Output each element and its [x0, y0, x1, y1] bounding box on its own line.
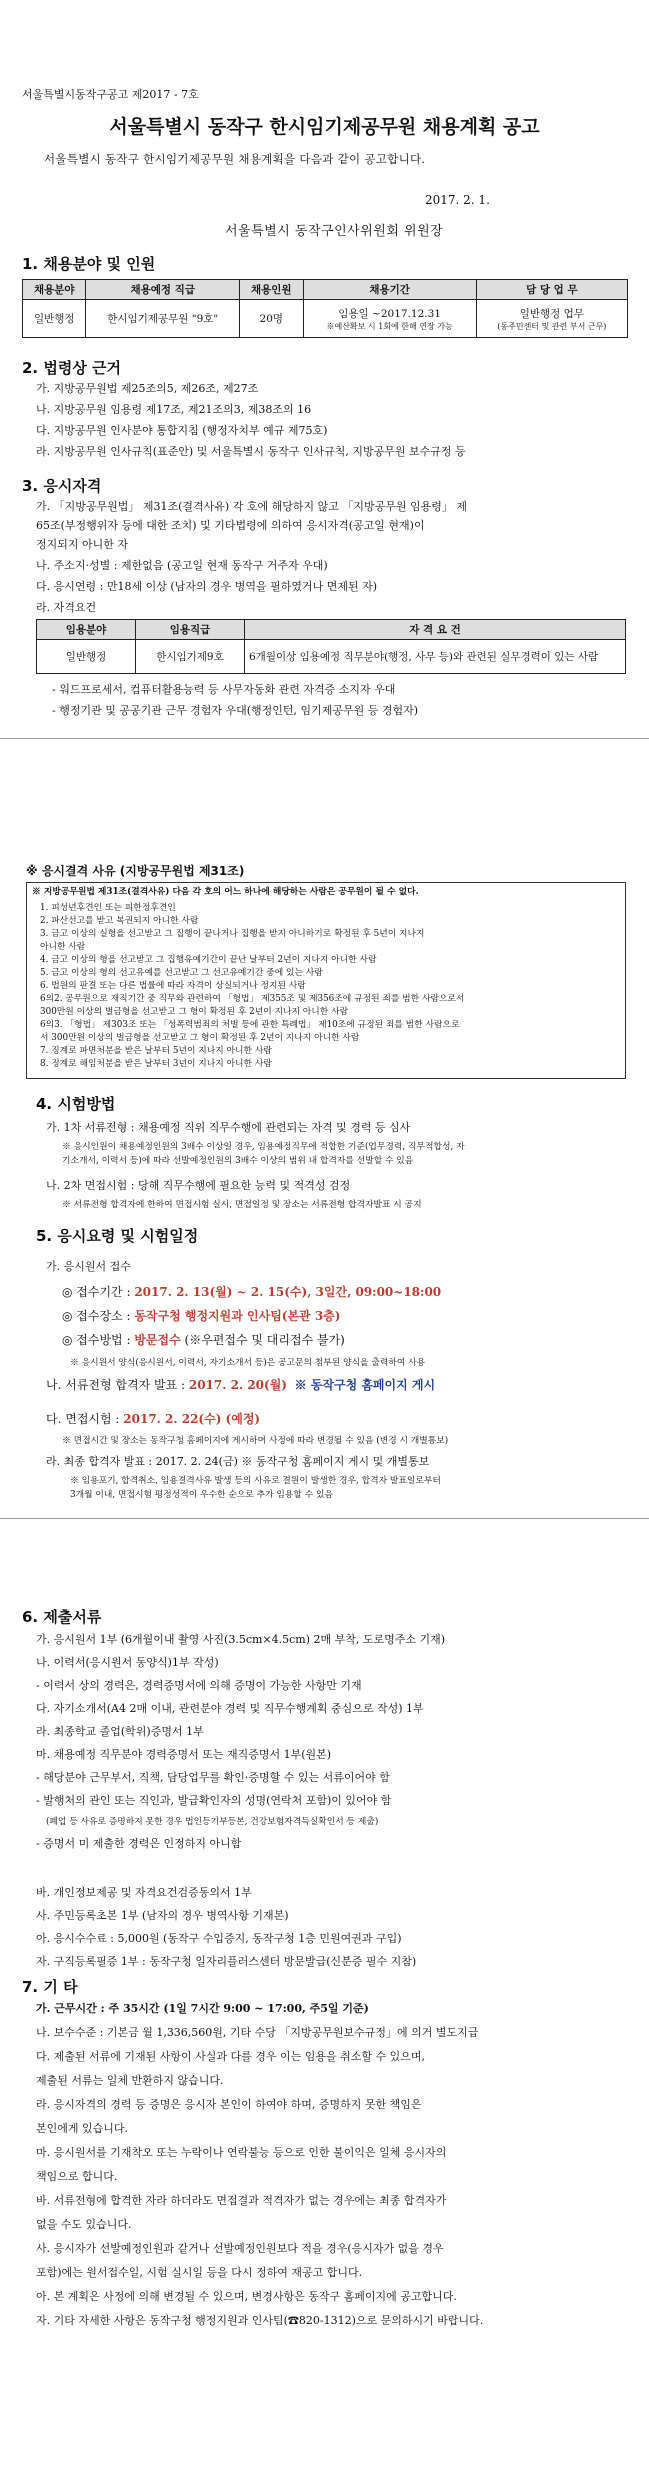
- table-header: 담 당 업 무: [476, 280, 627, 300]
- misc-item: 책임으로 합니다.: [36, 2170, 118, 2183]
- misc-item: 제출된 서류는 일체 반환하지 않습니다.: [36, 2074, 224, 2087]
- disqualification-heading: ※ 응시결격 사유 (지방공무원법 제31조): [26, 864, 245, 878]
- document-item: 가. 응시원서 1부 (6개월이내 촬영 사진(3.5cm×4.5cm) 2매 부착, 도로명주소 기재): [36, 1633, 446, 1646]
- table-header: 자 격 요 건: [245, 620, 626, 640]
- document-item: 사. 주민등록초본 1부 (남자의 경우 병역사항 기재본): [36, 1909, 289, 1922]
- document-item: 다. 자기소개서(A4 2매 이내, 관련분야 경력 및 직무수행계획 중심으로 작성) 1부: [36, 1702, 424, 1715]
- qualification-line: 다. 응시연령 : 만18세 이상 (남자의 경우 병역을 필하였거나 면제된 자): [36, 580, 378, 593]
- application-method: [62, 1333, 345, 1348]
- duty: 일반행정 업무: [519, 307, 584, 320]
- section-heading-2: 2. 법령상 근거: [22, 359, 122, 377]
- disqualification-item: 서 300만원 이상의 벌금형을 선고받고 그 형이 확정된 후 2년이 지나지 아니한 사람: [40, 1033, 360, 1043]
- application-title: 가. 응시원서 접수: [46, 1260, 131, 1273]
- recruitment-table: [22, 279, 628, 338]
- disqualification-item: 6의3. 「형법」 제303조 또는 「성폭력범죄의 처벌 등에 관한 특례법」 제10조에 규정된 죄를 범한 사람으로: [40, 1020, 460, 1030]
- disqualification-item: 2. 파산선고를 받고 복권되지 아니한 사람: [40, 916, 199, 926]
- duty-note: (동주민센터 및 관련 부서 근무): [497, 321, 607, 331]
- preference-bullet: - 워드프로세서, 컴퓨터활용능력 등 사무자동화 관련 자격증 소지자 우대: [52, 683, 396, 696]
- misc-item: 마. 응시원서를 기재착오 또는 누락이나 연락불능 등으로 인한 불이익은 일체 응시자의: [36, 2146, 447, 2159]
- misc-item: 자. 기타 자세한 사항은 동작구청 행정지원과 인사팀(☎820-1312)으로 문의하시기 바랍니다.: [36, 2314, 484, 2327]
- exam-method-line: 나. 2차 면접시험 : 당해 직무수행에 필요한 능력 및 적격성 검정: [46, 1179, 351, 1192]
- document-item: 자. 구직등록필증 1부 : 동작구청 일자리플러스센터 방문발급(신분증 필수 지참): [36, 1955, 417, 1968]
- table-cell: 20명: [240, 300, 303, 338]
- section-heading-6: 6. 제출서류: [22, 1608, 102, 1626]
- misc-item: 가. 근무시간 : 주 35시간 (1일 7시간 9:00 ~ 17:00, 주5일 기준): [36, 2002, 369, 2015]
- misc-item: 본인에게 있습니다.: [36, 2122, 129, 2135]
- section-heading-1: 1. 채용분야 및 인원: [22, 255, 156, 273]
- disqualification-item: 1. 피성년후견인 또는 피한정후견인: [40, 903, 176, 913]
- document-result: [46, 1378, 435, 1393]
- qualification-line: 가. 「지방공무원법」 제31조(결격사유) 각 호에 해당하지 않고 「지방공무원 임용령」 제: [36, 500, 467, 513]
- legal-basis-item: 가. 지방공무원법 제25조의5, 제26조, 제27조: [36, 382, 259, 395]
- divider: [0, 1518, 649, 1519]
- exam-note: ※ 응시인원이 채용예정인원의 3배수 이상일 경우, 임용예정직무에 적합한 기준(업무경력, 직무적합성, 자: [62, 1142, 465, 1152]
- disqualification-title: ※ 지방공무원법 제31조(결격사유) 다음 각 호의 어느 하나에 해당하는 사람은 공무원이 될 수 없다.: [32, 887, 419, 897]
- label: 다. 면접시험 :: [46, 1412, 124, 1426]
- document-item: 바. 개인정보제공 및 자격요건검증동의서 1부: [36, 1886, 252, 1899]
- table-cell: [476, 300, 627, 338]
- section-heading-5: 5. 응시요령 및 시험일정: [36, 1227, 199, 1245]
- table-cell: 6개월이상 임용예정 직무분야(행정, 사무 등)와 관련된 실무경력이 있는 사람: [245, 640, 626, 674]
- legal-basis-item: 라. 지방공무원 인사규칙(표준안) 및 서울특별시 동작구 인사규칙, 지방공무원 보수규정 등: [36, 445, 466, 458]
- qualification-table: [36, 619, 626, 674]
- table-header: 임용분야: [37, 620, 136, 640]
- final-note: ※ 임용포기, 합격취소, 임용결격사유 발생 등의 사유로 결원이 발생한 경우, 합격자 발표일로부터: [70, 1476, 441, 1486]
- form-note: ※ 응시원서 양식(응시원서, 이력서, 자기소개서 등)은 공고문의 첨부된 양식을 출력하여 사용: [70, 1358, 426, 1368]
- notice-date: 2017. 2. 1.: [425, 193, 490, 207]
- table-header: 채용기간: [303, 280, 476, 300]
- misc-item: 라. 응시자격의 경력 등 증명은 응시자 본인이 하여야 하며, 증명하지 못한 책임은: [36, 2098, 422, 2111]
- section-heading-3: 3. 응시자격: [22, 477, 102, 495]
- application-place: [62, 1309, 340, 1324]
- table-header: 임용직급: [136, 620, 245, 640]
- misc-item: 포함)에는 원서접수일, 시험 실시일 등을 다시 정하여 재공고 합니다.: [36, 2266, 363, 2279]
- disqualification-item: 6의2. 공무원으로 재직기간 중 직무와 관련하여 「형법」 제355조 및 제356조에 규정된 죄를 범한 사람으로서: [40, 994, 465, 1004]
- interview-date: 2017. 2. 22(수) (예정): [123, 1412, 261, 1426]
- disqualification-item: 6. 법원의 판결 또는 다른 법률에 따라 자격이 상실되거나 정지된 사람: [40, 981, 306, 991]
- exam-note: 기소개서, 이력서 등)에 따라 선발예정인원의 3배수 이상의 범위 내 합격자를 선발할 수 있음: [62, 1156, 414, 1166]
- label: ◎ 접수기간 :: [62, 1285, 135, 1299]
- application-period-value: 2017. 2. 13(월) ~ 2. 15(수), 3일간, 09:00~18:00: [134, 1285, 442, 1299]
- disqualification-item: 아니한 사람: [40, 942, 86, 952]
- label: ◎ 접수방법 :: [62, 1333, 135, 1347]
- application-method-note: (※우편접수 및 대리접수 불가): [180, 1333, 345, 1347]
- final-note: 3개월 이내, 면접시험 평정성적이 우수한 순으로 추가 임용할 수 있음: [70, 1490, 334, 1500]
- notice-number: 서울특별시동작구공고 제2017 - 7호: [22, 88, 199, 101]
- table-cell: 한시임기제9호: [136, 640, 245, 674]
- period-note: ※예산확보 시 1회에 한해 연장 가능: [326, 321, 453, 331]
- section-heading-4: 4. 시험방법: [36, 1095, 116, 1113]
- interview-note: ※ 면접시간 및 장소는 동작구청 홈페이지에 게시하며 사정에 따라 변경될 수 있음 (변경 시 개별통보): [62, 1436, 449, 1446]
- table-cell: [303, 300, 476, 338]
- misc-item: 나. 보수수준 : 기본금 월 1,336,560원, 기타 수당 「지방공무원보수규정」에 의거 별도지급: [36, 2026, 479, 2039]
- qualification-line: 65조(부정행위자 등에 대한 조치) 및 기타법령에 의하여 응시자격(공고일 현재)이: [36, 519, 425, 532]
- disqualification-item: 8. 징계로 해임처분을 받은 날부터 3년이 지나지 아니한 사람: [40, 1059, 272, 1069]
- disqualification-item: 3. 금고 이상의 실형을 선고받고 그 집행이 끝나거나 집행을 받지 아니하기로 확정된 후 5년이 지나지: [40, 929, 425, 939]
- disqualification-item: 5. 금고 이상의 형의 선고유예를 선고받고 그 선고유예기간 중에 있는 사람: [40, 968, 323, 978]
- document-item: - 발행처의 관인 또는 직인과, 발급확인자의 성명(연락처 포함)이 있어야 함: [36, 1794, 392, 1807]
- table-header: 채용분야: [23, 280, 86, 300]
- label: ◎ 접수장소 :: [62, 1309, 135, 1323]
- qualification-line: 정지되지 아니한 자: [36, 538, 129, 551]
- exam-note: ※ 서류전형 합격자에 한하여 면접시험 실시, 면접일정 및 장소는 서류전형 합격자발표 시 공지: [62, 1200, 422, 1210]
- misc-item: 사. 응시자가 선발예정인원과 같거나 선발예정인원보다 적을 경우(응시자가 없을 경우: [36, 2242, 444, 2255]
- application-method-value: 방문접수: [134, 1333, 181, 1347]
- disqualification-item: 7. 징계로 파면처분을 받은 날부터 5년이 지나지 아니한 사람: [40, 1046, 272, 1056]
- misc-item: 아. 본 계획은 사정에 의해 변경될 수 있으며, 변경사항은 동작구 홈페이지에 공고합니다.: [36, 2290, 457, 2303]
- document-item: 나. 이력서(응시원서 동양식)1부 작성): [36, 1656, 219, 1669]
- misc-item: 바. 서류전형에 합격한 자라 하더라도 면접결과 적격자가 없는 경우에는 최종 합격자가: [36, 2194, 447, 2207]
- intro-text: 서울특별시 동작구 한시임기제공무원 채용계획을 다음과 같이 공고합니다.: [44, 152, 426, 166]
- application-period: [62, 1285, 441, 1300]
- final-result: 라. 최종 합격자 발표 : 2017. 2. 24(금) ※ 동작구청 홈페이지 게시 및 개별통보: [46, 1455, 430, 1468]
- table-header: 채용인원: [240, 280, 303, 300]
- document-item: (폐업 등 사유로 증명하지 못한 경우 법인등기부등본, 건강보험자격득실확인서 등 제출): [46, 1817, 379, 1827]
- misc-item: 다. 제출된 서류에 기재된 사항이 사실과 다를 경우 이는 임용을 취소할 수 있으며,: [36, 2050, 425, 2063]
- disqualification-item: 4. 금고 이상의 형을 선고받고 그 집행유예기간이 끝난 날부터 2년이 지나지 아니한 사람: [40, 955, 377, 965]
- application-place-value: 동작구청 행정지원과 인사팀(본관 3층): [134, 1309, 341, 1323]
- document-result-date: 2017. 2. 20(월): [188, 1378, 287, 1392]
- document-item: - 이력서 상의 경력은, 경력증명서에 의해 증명이 가능한 사항만 기재: [36, 1679, 362, 1692]
- document-item: 아. 응시수수료 : 5,000원 (동작구 수입증지, 동작구청 1층 민원여권과 구입): [36, 1932, 402, 1945]
- period: 임용일 ~2017.12.31: [338, 307, 441, 320]
- interview: [46, 1412, 260, 1427]
- issuer: 서울특별시 동작구인사위원회 위원장: [225, 224, 444, 239]
- divider: [0, 738, 649, 739]
- qualification-line: 라. 자격요건: [36, 601, 97, 614]
- table-header: 채용예정 직급: [86, 280, 240, 300]
- misc-item: 없을 수도 있습니다.: [36, 2218, 132, 2231]
- document-item: - 증명서 미 제출한 경력은 인정하지 아니함: [36, 1837, 242, 1850]
- exam-method-line: 가. 1차 서류전형 : 채용예정 직위 직무수행에 관련되는 자격 및 경력 등 심사: [46, 1121, 411, 1134]
- table-cell: 일반행정: [23, 300, 86, 338]
- legal-basis-item: 나. 지방공무원 임용령 제17조, 제21조의3, 제38조의 16: [36, 403, 312, 416]
- document-item: 마. 채용예정 직무분야 경력증명서 또는 재직증명서 1부(원본): [36, 1748, 332, 1761]
- preference-bullet: - 행정기관 및 공공기관 근무 경험자 우대(행정인턴, 임기제공무원 등 경험자): [52, 704, 419, 717]
- section-heading-7: 7. 기 타: [22, 1978, 78, 1996]
- document-item: - 해당분야 근무부서, 직책, 담당업무를 확인·증명할 수 있는 서류이어야 함: [36, 1771, 390, 1784]
- label: 나. 서류전형 합격자 발표 :: [46, 1378, 189, 1392]
- table-cell: 일반행정: [37, 640, 136, 674]
- table-cell: 한시임기제공무원 "9호": [86, 300, 240, 338]
- document-item: 라. 최종학교 졸업(학위)증명서 1부: [36, 1725, 204, 1738]
- document-result-note: ※ 동작구청 홈페이지 게시: [294, 1378, 436, 1392]
- legal-basis-item: 다. 지방공무원 인사분야 통합지침 (행정자치부 예규 제75호): [36, 424, 328, 437]
- qualification-line: 나. 주소지·성별 : 제한없음 (공고일 현재 동작구 거주자 우대): [36, 559, 328, 572]
- page-title: 서울특별시 동작구 한시임기제공무원 채용계획 공고: [109, 116, 540, 138]
- disqualification-item: 300만원 이상의 벌금형을 선고받고 그 형이 확정된 후 2년이 지나지 아니한 사람: [40, 1007, 349, 1017]
